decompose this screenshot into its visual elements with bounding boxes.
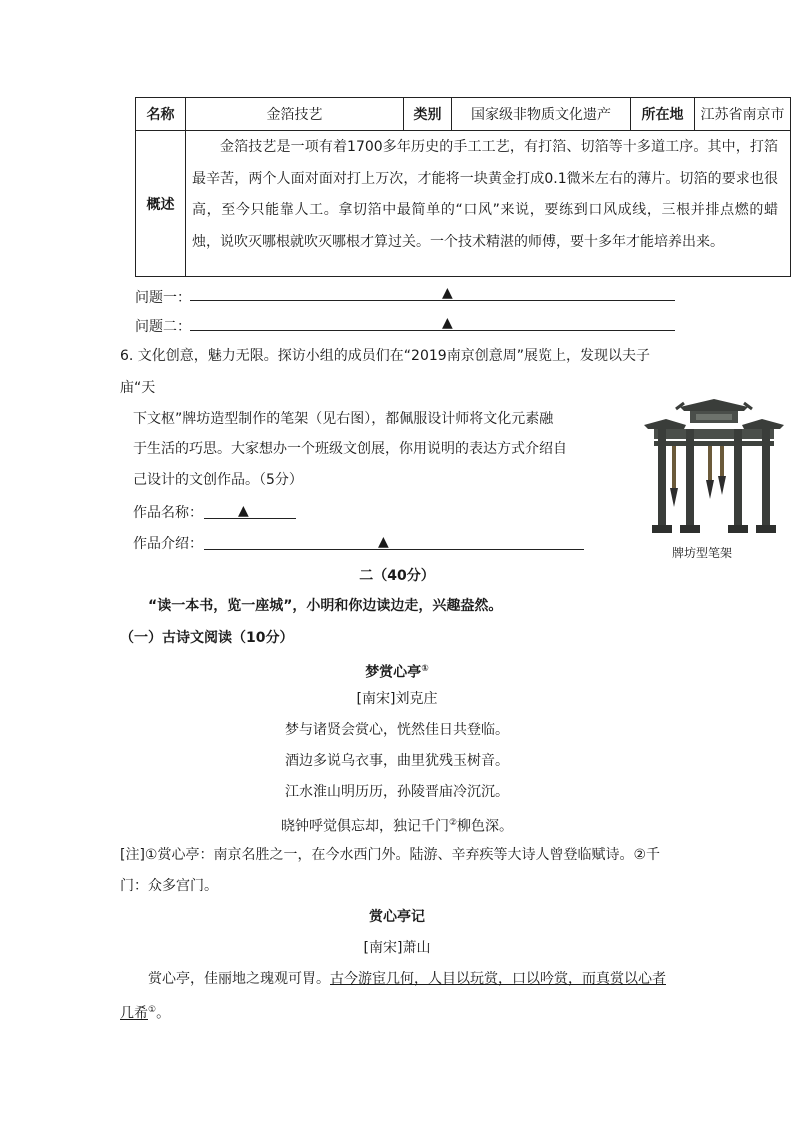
- answer-marker-3: ▲: [238, 503, 249, 519]
- table-header-row: [136, 98, 790, 131]
- essay-line2: [120, 1000, 170, 1024]
- category-value: 国家级非物质文化遗产: [452, 98, 631, 130]
- question-2-answer-line[interactable]: [190, 329, 675, 331]
- question-2-label: 问题二：: [135, 319, 191, 335]
- essay-line2-underlined: 几希: [120, 1005, 148, 1022]
- essay-author: [南宋]萧山: [363, 940, 431, 956]
- poem-line-4-note: ②: [448, 818, 458, 828]
- answer-marker-1: ▲: [442, 285, 453, 301]
- section6-line2: 庙“天: [120, 380, 156, 396]
- work-intro-answer-line[interactable]: [204, 548, 584, 550]
- section6-line4: 于生活的巧思。大家想办一个班级文创展，你用说明的表达方式介绍自: [133, 441, 567, 457]
- essay-line2-note: ①: [148, 1005, 157, 1015]
- section6-line1: 6. 文化创意，魅力无限。探访小组的成员们在“2019南京创意周”展览上，发现以夫子: [120, 348, 650, 364]
- info-table: [135, 97, 791, 277]
- poem-author: [南宋]刘克庄: [356, 691, 438, 707]
- poem-title-note: ①: [421, 664, 429, 674]
- overview-text: 金箔技艺是一项有着1700多年历史的手工工艺，有打箔、切箔等十多道工序。其中，打箔最辛苦，两个人面对面对打上万次，才能将一块黄金打成0.1微米左右的薄片。切箔的要求也很高，至今只能靠人工。拿切箔中最简单的“口风”来说，要练到口风成线，三根并排点燃的蜡烛，说吹灭哪根就吹灭哪根才算过关。一个技术精湛的师傅，要十多年才能培养出来。: [192, 139, 778, 250]
- poem-line-4-end: 柳色深。: [457, 818, 514, 835]
- section6-line5: 己设计的文创作品。（5分）: [133, 472, 303, 488]
- section6-line3: 下文枢”牌坊造型制作的笔架（见右图），都佩服设计师将文化元素融: [133, 411, 554, 427]
- poem-line: 江水淮山明历历，孙陵晋庙冷沉沉。: [285, 784, 509, 800]
- location-value: 江苏省南京市: [700, 107, 785, 123]
- poem-note-line2: 门：众多宫门。: [120, 878, 218, 894]
- work-intro-label: 作品介绍：: [133, 536, 203, 552]
- question-1-answer-line[interactable]: [190, 299, 675, 301]
- essay-title: 赏心亭记: [369, 909, 425, 925]
- part2-intro: “读一本书，览一座城”，小明和你边读边走，兴趣盎然。: [148, 598, 503, 614]
- part2-subheading: （一）古诗文阅读（10分）: [120, 630, 294, 646]
- poem-line: 梦与诸贤会赏心，恍然佳日共登临。: [285, 722, 509, 738]
- poem-title: [0, 659, 794, 683]
- answer-marker-4: ▲: [378, 534, 389, 550]
- essay-line1-start: 赏心亭，佳丽地之瑰观可胃。: [148, 971, 330, 987]
- question-1: [135, 287, 191, 307]
- work-name-answer-line[interactable]: [204, 517, 296, 519]
- image-caption: 牌坊型笔架: [672, 546, 733, 560]
- poem-title-text: 梦赏心亭: [365, 664, 422, 681]
- category-label: 类别: [404, 98, 452, 130]
- pailou-pen-holder-image: [640, 395, 788, 540]
- essay-line1: [148, 969, 666, 989]
- poem-line: 酒边多说乌衣事，曲里犹残玉树音。: [285, 753, 509, 769]
- poem-line-4-start: 晓钟呼觉俱忘却，独记千门: [280, 818, 449, 835]
- name-value: 金箔技艺: [186, 98, 404, 130]
- name-label: 名称: [136, 98, 186, 130]
- poem-line-4: [0, 813, 794, 837]
- essay-line1-underlined: 古今游宦几何，人目以玩赏，口以吟赏，而真赏以心者: [330, 971, 666, 987]
- work-name-label: 作品名称：: [133, 505, 203, 521]
- question-2: [135, 316, 191, 336]
- answer-marker-2: ▲: [442, 315, 453, 331]
- question-1-label: 问题一：: [135, 290, 191, 306]
- location-label: 所在地: [631, 98, 695, 130]
- overview-label: 概述: [136, 130, 186, 277]
- part2-heading: 二（40分）: [359, 568, 435, 584]
- essay-line2-end: 。: [156, 1005, 171, 1022]
- poem-note-line1: [注]①赏心亭：南京名胜之一，在今水西门外。陆游、辛弃疾等大诗人曾登临赋诗。②千: [120, 847, 661, 863]
